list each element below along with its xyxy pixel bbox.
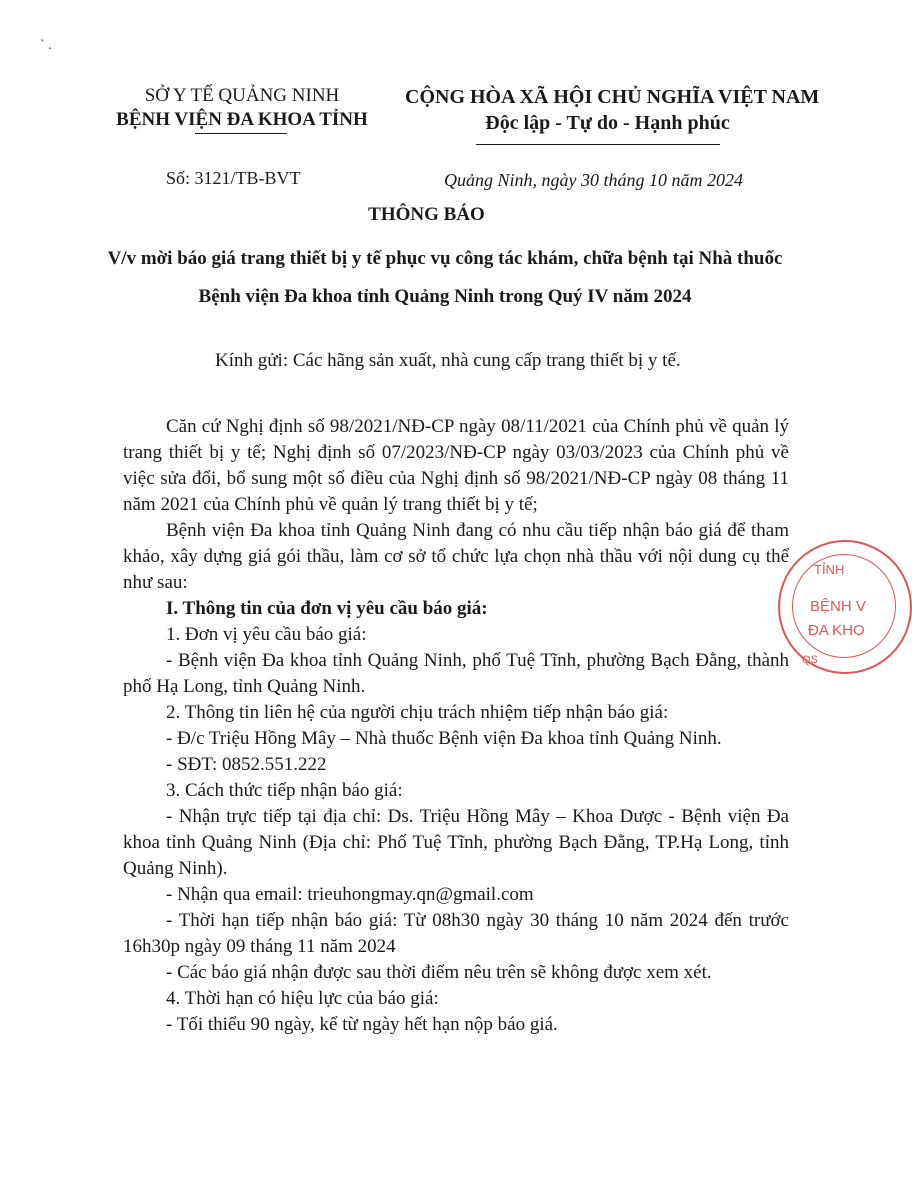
- item-3-email: - Nhận qua email: trieuhongmay.qn@gmail.com: [166, 884, 534, 905]
- stamp-text-2: BỆNH V: [810, 598, 866, 615]
- national-header: [405, 84, 820, 136]
- item-2-heading: 2. Thông tin liên hệ của người chịu trách nhiệm tiếp nhận báo giá:: [166, 702, 669, 723]
- item-3-direct: - Nhận trực tiếp tại địa chỉ: Ds. Triệu Hồng Mây – Khoa Dược - Bệnh viện Đa khoa tỉnh Quảng Ninh (Địa chỉ: Phố Tuệ Tĩnh, phường Bạch Đằng, TP.Hạ Long, tỉnh Quảng Ninh).: [123, 806, 789, 879]
- document-body: [123, 414, 789, 1038]
- motto-underline: [476, 144, 720, 145]
- item-3-late-note: - Các báo giá nhận được sau thời điểm nêu trên sẽ không được xem xét.: [166, 962, 712, 983]
- item-3-deadline: - Thời hạn tiếp nhận báo giá: Từ 08h30 ngày 30 tháng 10 năm 2024 đến trước 16h30p ngày 09 tháng 11 năm 2024: [123, 910, 789, 957]
- paragraph-purpose: Bệnh viện Đa khoa tỉnh Quảng Ninh đang có nhu cầu tiếp nhận báo giá để tham khảo, xây dựng giá gói thầu, làm cơ sở tổ chức lựa chọn nhà thầu với nội dung cụ thể như sau:: [123, 520, 789, 593]
- item-1-address: - Bệnh viện Đa khoa tỉnh Quảng Ninh, phố Tuệ Tĩnh, phường Bạch Đằng, thành phố Hạ Long, tỉnh Quảng Ninh.: [123, 650, 789, 697]
- org-underline: [195, 133, 287, 134]
- item-4-heading: 4. Thời hạn có hiệu lực của báo giá:: [166, 988, 439, 1009]
- nation-line-2: Độc lập - Tự do - Hạnh phúc: [485, 112, 730, 134]
- document-number: Số: 3121/TB-BVT: [166, 168, 301, 188]
- recipient-line: Kính gửi: Các hãng sản xuất, nhà cung cấp trang thiết bị y tế.: [215, 350, 681, 371]
- stamp-text-4: QS: [802, 654, 818, 666]
- item-3-heading: 3. Cách thức tiếp nhận báo giá:: [166, 780, 403, 801]
- paragraph-legal-basis: Căn cứ Nghị định số 98/2021/NĐ-CP ngày 08/11/2021 của Chính phủ về quản lý trang thiết bị y tế; Nghị định số 07/2023/NĐ-CP ngày 03/03/2023 của Chính phủ về việc sửa đổi, bổ sung một số điều của Nghị định số 98/2021/NĐ-CP ngày 08 tháng 11 năm 2021 của Chính phủ về quản lý trang thiết bị y tế;: [123, 416, 789, 515]
- item-4-validity: - Tối thiểu 90 ngày, kể từ ngày hết hạn nộp báo giá.: [166, 1014, 558, 1035]
- nation-line-1: CỘNG HÒA XÃ HỘI CHỦ NGHĨA VIỆT NAM: [405, 86, 820, 108]
- scan-mark: ˋ .: [40, 38, 52, 53]
- stamp-text-1: TỈNH: [814, 562, 845, 577]
- item-2-phone: - SĐT: 0852.551.222: [166, 754, 327, 775]
- red-seal-stamp: [778, 540, 912, 674]
- document-subtitle: V/v mời báo giá trang thiết bị y tế phục vụ công tác khám, chữa bệnh tại Nhà thuốc Bệnh viện Đa khoa tỉnh Quảng Ninh trong Quý IV năm 2024: [107, 248, 783, 307]
- item-2-contact: - Đ/c Triệu Hồng Mây – Nhà thuốc Bệnh viện Đa khoa tỉnh Quảng Ninh.: [166, 728, 722, 749]
- section-heading-1: I. Thông tin của đơn vị yêu cầu báo giá:: [166, 598, 488, 619]
- org-line-2: BỆNH VIỆN ĐA KHOA TỈNH: [116, 109, 368, 130]
- item-1-heading: 1. Đơn vị yêu cầu báo giá:: [166, 624, 367, 645]
- org-line-1: SỞ Y TẾ QUẢNG NINH: [144, 85, 340, 106]
- stamp-text-3: ĐA KHO: [808, 622, 865, 639]
- place-date: Quảng Ninh, ngày 30 tháng 10 năm 2024: [444, 170, 743, 190]
- organization-header: [112, 84, 372, 132]
- document-title: THÔNG BÁO: [368, 204, 485, 225]
